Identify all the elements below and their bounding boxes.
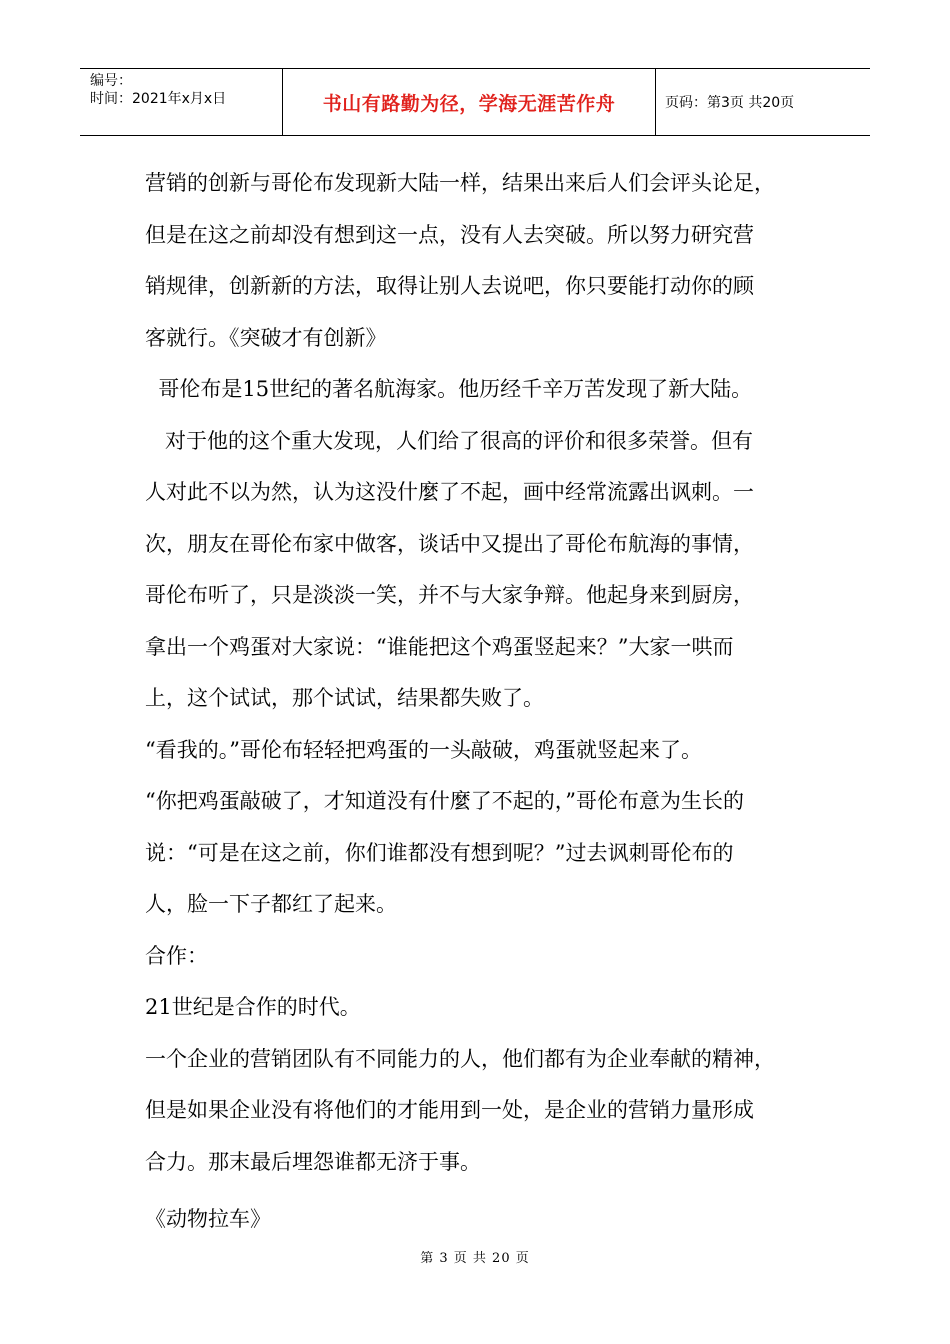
- document-header: [80, 68, 870, 136]
- body-line: “看我的。”哥伦布轻轻把鸡蛋的一头敲破，鸡蛋就竖起来了。: [145, 737, 702, 762]
- header-meta: [90, 72, 280, 108]
- body-line: 合力。那末最后埋怨谁都无济于事。: [145, 1149, 481, 1174]
- header-divider-right: [655, 69, 656, 135]
- body-line: 客就行。《突破才有创新》: [145, 325, 387, 350]
- document-date-label: 时间：2021年x月x日: [90, 91, 227, 107]
- body-line: 对于他的这个重大发现，人们给了很高的评价和很多荣誉。但有: [145, 428, 754, 453]
- body-line: 拿出一个鸡蛋对大家说：“谁能把这个鸡蛋竖起来？”大家一哄而: [145, 634, 734, 659]
- body-line: 说：“可是在这之前，你们谁都没有想到呢？”过去讽刺哥伦布的: [145, 840, 734, 865]
- section-heading: 合作：: [145, 943, 208, 968]
- body-line: 人，脸一下子都红了起来。: [145, 892, 397, 916]
- body-line: 哥伦布听了，只是淡淡一笑，并不与大家争辩。他起身来到厨房，: [145, 583, 754, 607]
- body-line: “你把鸡蛋敲破了，才知道没有什麼了不起的，”哥伦布意为生长的: [145, 789, 744, 813]
- body-line: 21世纪是合作的时代。: [145, 995, 361, 1019]
- story-title: 《动物拉车》: [145, 1207, 271, 1231]
- document-number-label: 编号：: [90, 73, 132, 89]
- body-line: 销规律，创新新的方法，取得让别人去说吧，你只要能打动你的顾: [145, 274, 754, 298]
- body-line: 营销的创新与哥伦布发现新大陆一样，结果出来后人们会评头论足，: [145, 171, 775, 195]
- header-page-info: 页码：第3页 共20页: [665, 95, 795, 111]
- body-line: 但是如果企业没有将他们的才能用到一处，是企业的营销力量形成: [145, 1098, 754, 1122]
- body-line: 一个企业的营销团队有不同能力的人，他们都有为企业奉献的精神，: [145, 1046, 775, 1071]
- document-body: [145, 158, 825, 1246]
- page-footer: 第 3 页 共 20 页: [420, 1251, 530, 1266]
- body-line: 次，朋友在哥伦布家中做客，谈话中又提出了哥伦布航海的事情，: [145, 531, 754, 556]
- body-line: 上，这个试试，那个试试，结果都失败了。: [145, 686, 544, 710]
- body-line: 哥伦布是15世纪的著名航海家。他历经千辛万苦发现了新大陆。: [145, 377, 753, 401]
- body-line: 但是在这之前却没有想到这一点，没有人去突破。所以努力研究营: [145, 222, 754, 247]
- header-motto: 书山有路勤为径，学海无涯苦作舟: [322, 92, 616, 115]
- body-line: 人对此不以为然，认为这没什麼了不起，画中经常流露出讽刺。一: [145, 480, 754, 504]
